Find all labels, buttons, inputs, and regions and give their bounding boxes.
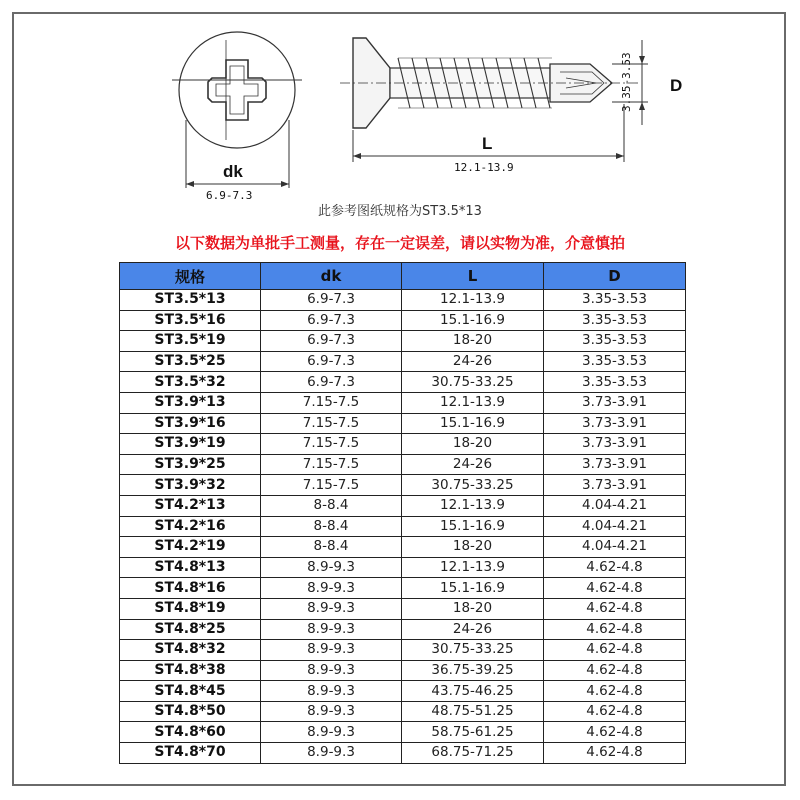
screw-technical-drawing [0, 0, 800, 215]
screw-drawing-svg [0, 0, 800, 215]
length-range: 12.1-13.9 [454, 161, 514, 174]
dk-cell: 6.9-7.3 [261, 372, 402, 393]
d-cell: 4.62-4.8 [544, 619, 686, 640]
table-header-row [120, 263, 686, 290]
l-cell: 12.1-13.9 [402, 557, 544, 578]
l-cell: 36.75-39.25 [402, 660, 544, 681]
d-cell: 4.62-4.8 [544, 681, 686, 702]
spec-cell: ST3.9*25 [120, 454, 261, 475]
dk-cell: 8.9-9.3 [261, 578, 402, 599]
d-cell: 4.62-4.8 [544, 578, 686, 599]
spec-cell: ST3.5*16 [120, 310, 261, 331]
l-cell: 18-20 [402, 537, 544, 558]
table-row [120, 413, 686, 434]
dk-cell: 8.9-9.3 [261, 660, 402, 681]
spec-cell: ST4.2*13 [120, 495, 261, 516]
dk-cell: 6.9-7.3 [261, 290, 402, 311]
l-cell: 24-26 [402, 454, 544, 475]
dk-cell: 8-8.4 [261, 537, 402, 558]
l-cell: 58.75-61.25 [402, 722, 544, 743]
spec-cell: ST4.8*32 [120, 640, 261, 661]
d-cell: 4.62-4.8 [544, 660, 686, 681]
table-row [120, 516, 686, 537]
diameter-range: 3.35-3.53 [620, 52, 633, 112]
dk-cell: 8.9-9.3 [261, 681, 402, 702]
spec-cell: ST4.2*16 [120, 516, 261, 537]
table-row [120, 619, 686, 640]
l-cell: 18-20 [402, 331, 544, 352]
d-cell: 3.73-3.91 [544, 434, 686, 455]
l-cell: 12.1-13.9 [402, 495, 544, 516]
table-row [120, 722, 686, 743]
dk-cell: 6.9-7.3 [261, 331, 402, 352]
table-row [120, 495, 686, 516]
dk-label: dk [223, 162, 243, 181]
drawing-caption: 此参考图纸规格为ST3.5*13 [318, 204, 482, 219]
table-row [120, 701, 686, 722]
table-row [120, 598, 686, 619]
d-cell: 4.04-4.21 [544, 516, 686, 537]
l-cell: 12.1-13.9 [402, 392, 544, 413]
dk-cell: 7.15-7.5 [261, 454, 402, 475]
l-cell: 30.75-33.25 [402, 475, 544, 496]
table-row [120, 743, 686, 764]
dk-cell: 8-8.4 [261, 495, 402, 516]
d-cell: 3.35-3.53 [544, 290, 686, 311]
l-cell: 30.75-33.25 [402, 640, 544, 661]
spec-cell: ST4.8*45 [120, 681, 261, 702]
d-cell: 4.04-4.21 [544, 495, 686, 516]
l-cell: 15.1-16.9 [402, 413, 544, 434]
l-cell: 18-20 [402, 598, 544, 619]
l-cell: 15.1-16.9 [402, 516, 544, 537]
spec-cell: ST4.8*25 [120, 619, 261, 640]
table-row [120, 660, 686, 681]
d-cell: 3.35-3.53 [544, 372, 686, 393]
dk-range: 6.9-7.3 [206, 189, 253, 202]
screw-side-view [340, 38, 648, 162]
table-row [120, 640, 686, 661]
dk-cell: 8.9-9.3 [261, 619, 402, 640]
l-cell: 15.1-16.9 [402, 310, 544, 331]
spec-cell: ST4.8*60 [120, 722, 261, 743]
table-row [120, 351, 686, 372]
table-row [120, 475, 686, 496]
d-cell: 4.62-4.8 [544, 598, 686, 619]
dk-cell: 8.9-9.3 [261, 598, 402, 619]
table-row [120, 454, 686, 475]
spec-table [119, 262, 686, 764]
l-cell: 12.1-13.9 [402, 290, 544, 311]
spec-cell: ST4.2*19 [120, 537, 261, 558]
spec-cell: ST4.8*70 [120, 743, 261, 764]
spec-cell: ST3.9*13 [120, 392, 261, 413]
header-spec: 规格 [120, 263, 261, 290]
dk-cell: 8.9-9.3 [261, 557, 402, 578]
table-row [120, 372, 686, 393]
table-row [120, 537, 686, 558]
table-row [120, 557, 686, 578]
header-dk: dk [261, 263, 402, 290]
dk-cell: 8-8.4 [261, 516, 402, 537]
spec-cell: ST3.9*19 [120, 434, 261, 455]
diameter-label: D [670, 76, 683, 95]
l-cell: 24-26 [402, 619, 544, 640]
d-cell: 3.35-3.53 [544, 351, 686, 372]
spec-cell: ST3.5*13 [120, 290, 261, 311]
spec-cell: ST4.8*13 [120, 557, 261, 578]
d-cell: 4.62-4.8 [544, 743, 686, 764]
table-row [120, 310, 686, 331]
dk-cell: 6.9-7.3 [261, 310, 402, 331]
l-cell: 15.1-16.9 [402, 578, 544, 599]
length-label: L [482, 134, 493, 153]
l-cell: 48.75-51.25 [402, 701, 544, 722]
l-cell: 43.75-46.25 [402, 681, 544, 702]
d-cell: 4.62-4.8 [544, 557, 686, 578]
l-cell: 24-26 [402, 351, 544, 372]
dk-cell: 6.9-7.3 [261, 351, 402, 372]
table-row [120, 578, 686, 599]
table-row [120, 331, 686, 352]
d-cell: 4.62-4.8 [544, 722, 686, 743]
spec-cell: ST3.5*32 [120, 372, 261, 393]
table-row [120, 290, 686, 311]
spec-table-body [120, 290, 686, 764]
d-cell: 4.62-4.8 [544, 640, 686, 661]
spec-cell: ST4.8*16 [120, 578, 261, 599]
header-l: L [402, 263, 544, 290]
d-cell: 3.73-3.91 [544, 454, 686, 475]
dk-cell: 7.15-7.5 [261, 392, 402, 413]
header-d: D [544, 263, 686, 290]
measurement-warning: 以下数据为单批手工测量，存在一定误差，请以实物为准，介意慎拍 [174, 234, 625, 252]
l-cell: 68.75-71.25 [402, 743, 544, 764]
table-row [120, 681, 686, 702]
dk-cell: 7.15-7.5 [261, 434, 402, 455]
spec-cell: ST3.9*32 [120, 475, 261, 496]
d-cell: 3.35-3.53 [544, 331, 686, 352]
spec-cell: ST3.5*19 [120, 331, 261, 352]
d-cell: 3.35-3.53 [544, 310, 686, 331]
l-cell: 30.75-33.25 [402, 372, 544, 393]
table-row [120, 392, 686, 413]
dk-cell: 7.15-7.5 [261, 413, 402, 434]
spec-cell: ST3.9*16 [120, 413, 261, 434]
dk-cell: 8.9-9.3 [261, 743, 402, 764]
dk-cell: 8.9-9.3 [261, 640, 402, 661]
spec-cell: ST3.5*25 [120, 351, 261, 372]
table-row [120, 434, 686, 455]
d-cell: 4.62-4.8 [544, 701, 686, 722]
dk-cell: 8.9-9.3 [261, 722, 402, 743]
l-cell: 18-20 [402, 434, 544, 455]
d-cell: 3.73-3.91 [544, 413, 686, 434]
d-cell: 4.04-4.21 [544, 537, 686, 558]
dk-cell: 7.15-7.5 [261, 475, 402, 496]
dk-cell: 8.9-9.3 [261, 701, 402, 722]
spec-cell: ST4.8*19 [120, 598, 261, 619]
d-cell: 3.73-3.91 [544, 475, 686, 496]
spec-cell: ST4.8*50 [120, 701, 261, 722]
d-cell: 3.73-3.91 [544, 392, 686, 413]
spec-cell: ST4.8*38 [120, 660, 261, 681]
